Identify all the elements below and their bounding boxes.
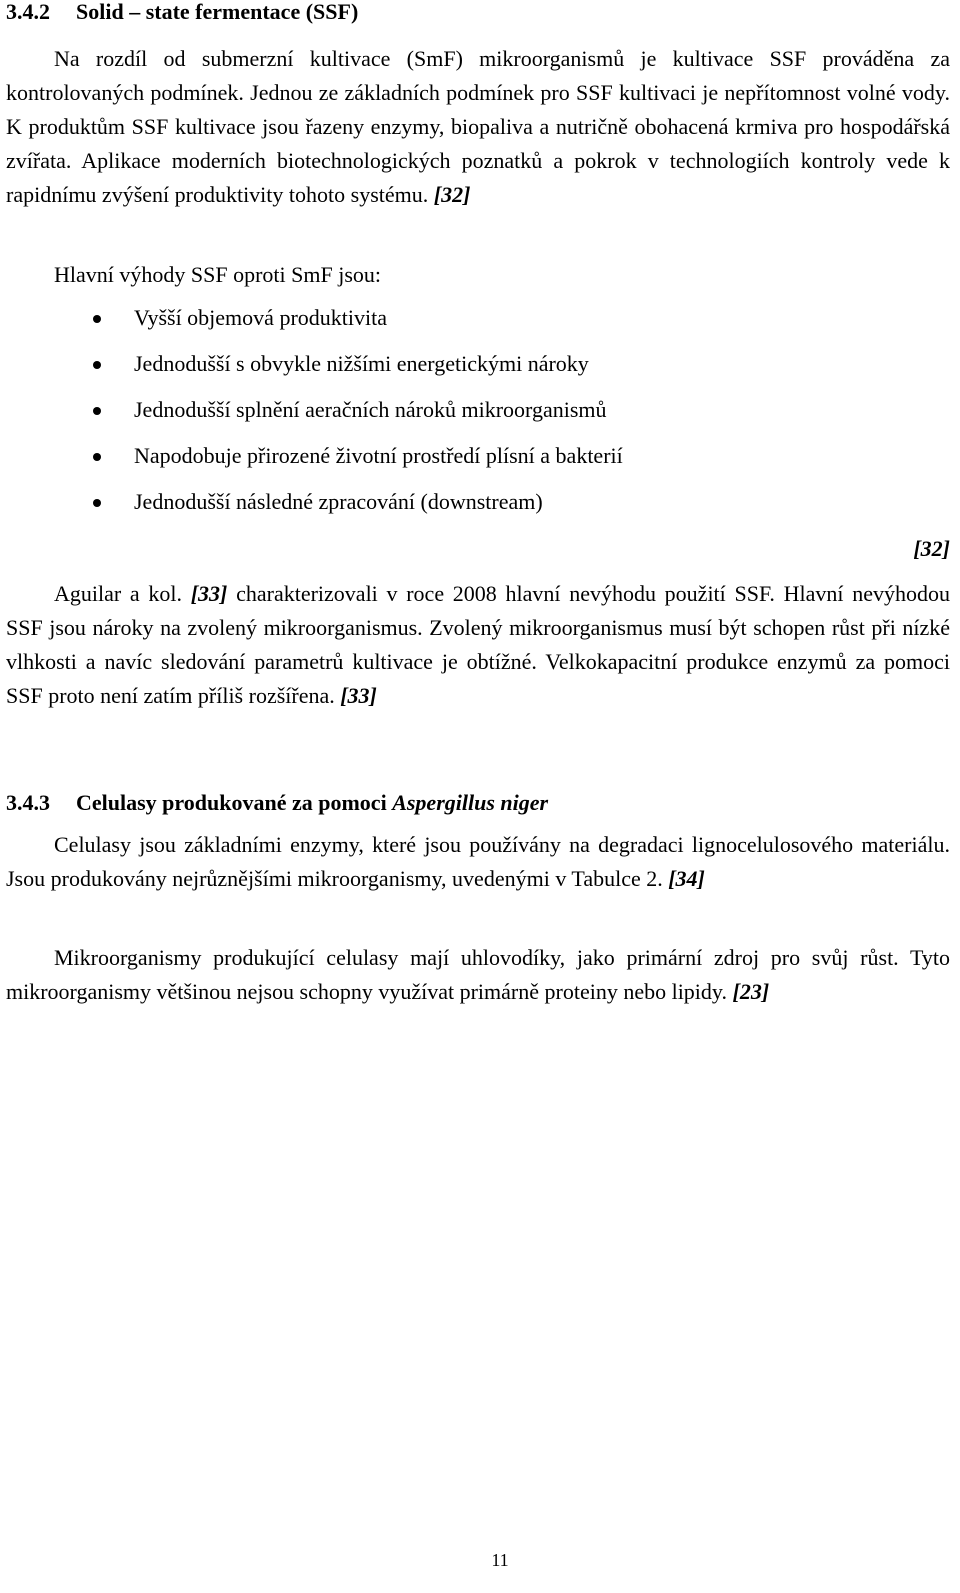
citation-ref-advantages: [32] [913,536,950,561]
section-heading-celulasy [6,789,548,817]
section-title: Celulasy produkované za pomoci [76,790,387,815]
paragraph-lead: Aguilar a kol. [54,581,183,606]
list-item: Vyšší objemová produktivita [6,298,806,344]
advantages-intro: Hlavní výhody SSF oproti SmF jsou: [54,262,382,287]
bullet-icon [93,453,101,461]
paragraph-text: charakterizovali v roce 2008 hlavní nevýhodu použití SSF. Hlavní nevýhodou SSF jsou nároky na zvolený mikroorganismus. Zvolený mikroorganismus musí být schopen růst při nízké vlhkosti a navíc sledování parametrů kultivace je obtížné. Velkokapacitní produkce enzymů za pomoci SSF proto není zatím příliš rozšířena. [6,581,950,708]
paragraph-ssf-disadvantage [6,577,950,713]
section-title: Solid – state fermentace (SSF) [76,0,359,24]
page-number: 11 [491,1550,509,1570]
paragraph-ssf-intro [6,42,950,212]
paragraph-text: Na rozdíl od submerzní kultivace (SmF) mikroorganismů je kultivace SSF prováděna za kontrolovaných podmínek. Jednou ze základních podmínek pro SSF kultivaci je nepřítomnost volné vody. K produktům SSF kultivace jsou řazeny enzymy, biopaliva a nutričně obohacená krmiva pro hospodářská zvířata. Aplikace moderních biotechnologických poznatků a pokrok v technologiích kontroly vede k rapidnímu zvýšení produktivity tohoto systému. [6,46,950,207]
paragraph-text: Celulasy jsou základními enzymy, které jsou používány na degradaci lignocelulosového materiálu. Jsou produkovány nejrůznějšími mikroorganismy, uvedenými v Tabulce 2. [6,832,950,891]
advantages-list [6,298,806,528]
bullet-icon [93,315,101,323]
list-item: Jednodušší s obvykle nižšími energetickými nároky [6,344,806,390]
bullet-icon [93,499,101,507]
list-item: Jednodušší splnění aeračních nároků mikroorganismů [6,390,806,436]
species-name: Aspergillus niger [392,790,549,815]
list-item: Napodobuje přirozené životní prostředí plísní a bakterií [6,436,806,482]
section-heading-ssf [6,0,358,26]
bullet-icon [93,361,101,369]
paragraph-celulasy [6,828,950,896]
paragraph-microorganisms [6,941,950,1009]
citation-ref-inline: [33] [190,581,228,606]
citation-ref: [34] [668,866,705,891]
bullet-icon [93,407,101,415]
citation-ref: [32] [433,182,471,207]
citation-ref: [33] [340,683,377,708]
section-number: 3.4.3 [6,790,50,815]
section-number: 3.4.2 [6,0,50,24]
citation-ref: [23] [732,979,770,1004]
list-item: Jednodušší následné zpracování (downstream) [6,482,806,528]
paragraph-text: Mikroorganismy produkující celulasy mají uhlovodíky, jako primární zdroj pro svůj růst. Tyto mikroorganismy většinou nejsou schopny využívat primárně proteiny nebo lipidy. [6,945,950,1004]
